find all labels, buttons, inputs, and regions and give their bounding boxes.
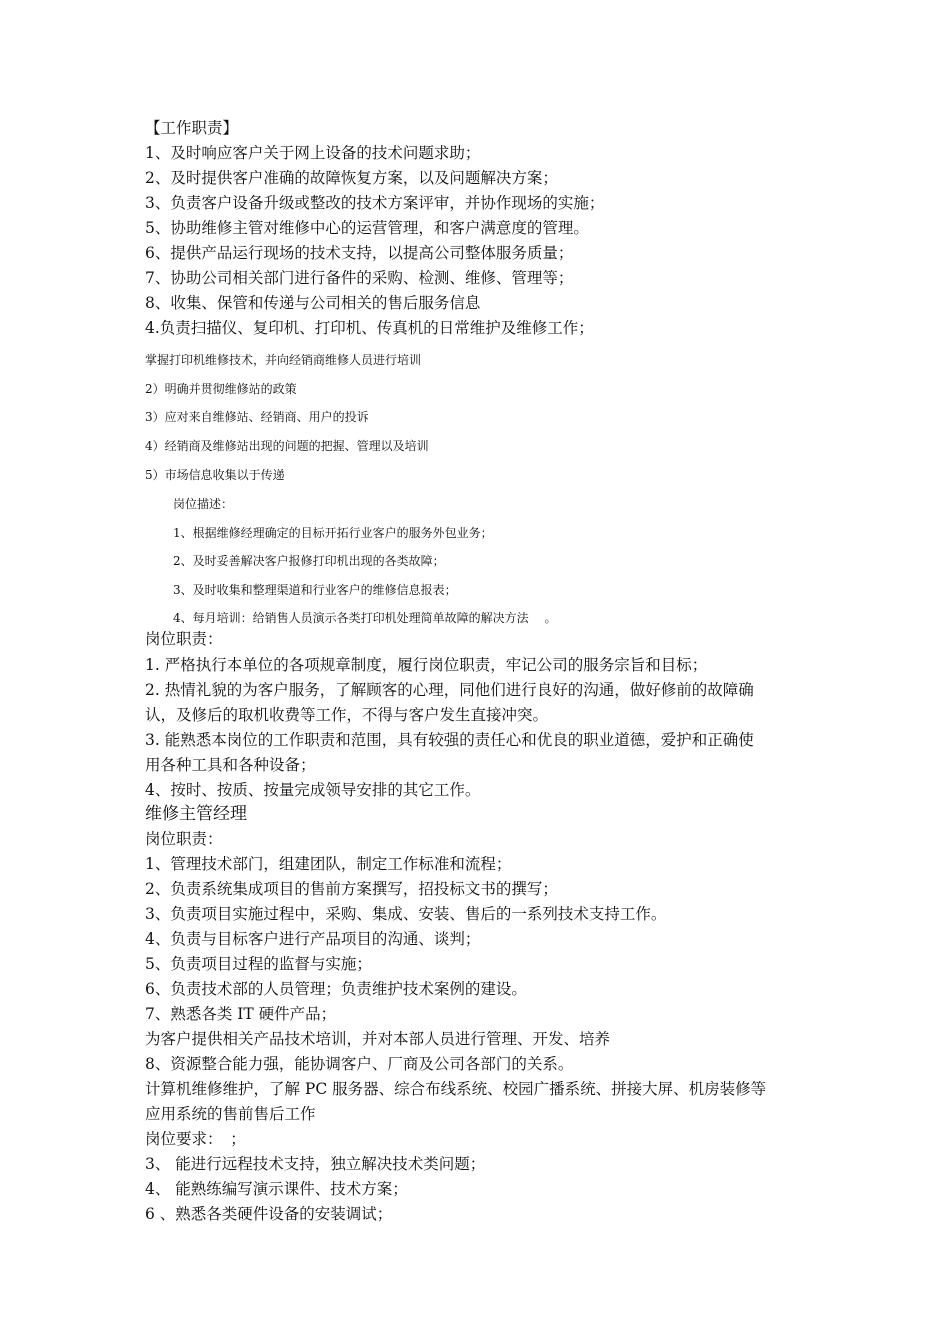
paragraph-line: 3. 能熟悉本岗位的工作职责和范围，具有较强的责任心和优良的职业道德，爱护和正确使 [145, 731, 754, 749]
paragraph-line: 1. 严格执行本单位的各项规章制度，履行岗位职责，牢记公司的服务宗旨和目标； [145, 656, 708, 674]
paragraph-line: 应用系统的售前售后工作 [145, 1105, 316, 1123]
section-heading: 【工作职责】 [145, 119, 239, 137]
paragraph-line: 8、资源整合能力强，能协调客户、厂商及公司各部门的关系。 [145, 1055, 574, 1073]
list-item: 4）经销商及维修站出现的问题的把握、管理以及培训 [145, 439, 429, 453]
paragraph-line: 7、熟悉各类 IT 硬件产品； [145, 1005, 337, 1023]
paragraph-line: 5、负责项目过程的监督与实施； [145, 955, 372, 973]
paragraph-line: 计算机维修维护，了解 PC 服务器、综合布线系统、校园广播系统、拼接大屏、机房装修等 [145, 1080, 767, 1098]
list-item: 2）明确并贯彻维修站的政策 [145, 382, 297, 396]
section-heading: 岗位描述： [173, 497, 234, 511]
paragraph-line: 4、负责与目标客户进行产品项目的沟通、谈判； [145, 930, 481, 948]
list-item: 2、及时提供客户准确的故障恢复方案，以及问题解决方案； [145, 169, 558, 187]
paragraph-line: 6、负责技术部的人员管理；负责维护技术案例的建设。 [145, 980, 527, 998]
paragraph-line: 3、 能进行远程技术支持，独立解决技术类问题； [145, 1155, 486, 1173]
paragraph-line: 2、负责系统集成项目的售前方案撰写，招投标文书的撰写； [145, 880, 558, 898]
paragraph-line: 4、 能熟练编写演示课件、技术方案； [145, 1180, 408, 1198]
paragraph-line: 为客户提供相关产品技术培训，并对本部人员进行管理、开发、培养 [145, 1030, 611, 1048]
list-item: 1、及时响应客户关于网上设备的技术问题求助； [145, 144, 481, 162]
paragraph-line: 用各种工具和各种设备； [145, 756, 316, 774]
list-item: 5）市场信息收集以于传递 [145, 468, 285, 482]
paragraph-line: 1、管理技术部门，组建团队，制定工作标准和流程； [145, 855, 512, 873]
paragraph-line: 3、负责项目实施过程中，采购、集成、安装、售后的一系列技术支持工作。 [145, 905, 667, 923]
list-item: 掌握打印机维修技术，并向经销商维修人员进行培训 [145, 353, 422, 367]
paragraph-line: 认，及修后的取机收费等工作，不得与客户发生直接冲突。 [145, 706, 549, 724]
paragraph-line: 2. 热情礼貌的为客户服务，了解顾客的心理，同他们进行良好的沟通，做好修前的故障确 [145, 681, 754, 699]
list-item: 7、协助公司相关部门进行备件的采购、检测、维修、管理等； [145, 269, 574, 287]
paragraph-line: 岗位要求： ； [145, 1130, 246, 1148]
list-item: 3、及时收集和整理渠道和行业客户的维修信息报表； [173, 583, 457, 597]
section-heading: 岗位职责： [145, 830, 223, 848]
list-item: 3、负责客户设备升级或整改的技术方案评审，并协作现场的实施； [145, 194, 605, 212]
list-item: 1、根据维修经理确定的目标开拓行业客户的服务外包业务； [173, 526, 493, 540]
paragraph-line: 4、按时、按质、按量完成领导安排的其它工作。 [145, 781, 481, 799]
section-title: 维修主管经理 [145, 804, 247, 824]
list-item: 5、协助维修主管对维修中心的运营管理，和客户满意度的管理。 [145, 219, 589, 237]
list-item: 4、每月培训：给销售人员演示各类打印机处理简单故障的解决方法 。 [173, 611, 557, 625]
list-item: 4.负责扫描仪、复印机、打印机、传真机的日常维护及维修工作； [145, 319, 594, 337]
list-item: 3）应对来自维修站、经销商、用户的投诉 [145, 410, 369, 424]
paragraph-line: 6 、熟悉各类硬件设备的安装调试； [145, 1205, 393, 1223]
list-item: 6、提供产品运行现场的技术支持，以提高公司整体服务质量； [145, 244, 574, 262]
list-item: 8、收集、保管和传递与公司相关的售后服务信息 [145, 294, 481, 312]
list-item: 2、及时妥善解决客户报修打印机出现的各类故障； [173, 554, 445, 568]
section-heading: 岗位职责： [145, 630, 223, 648]
